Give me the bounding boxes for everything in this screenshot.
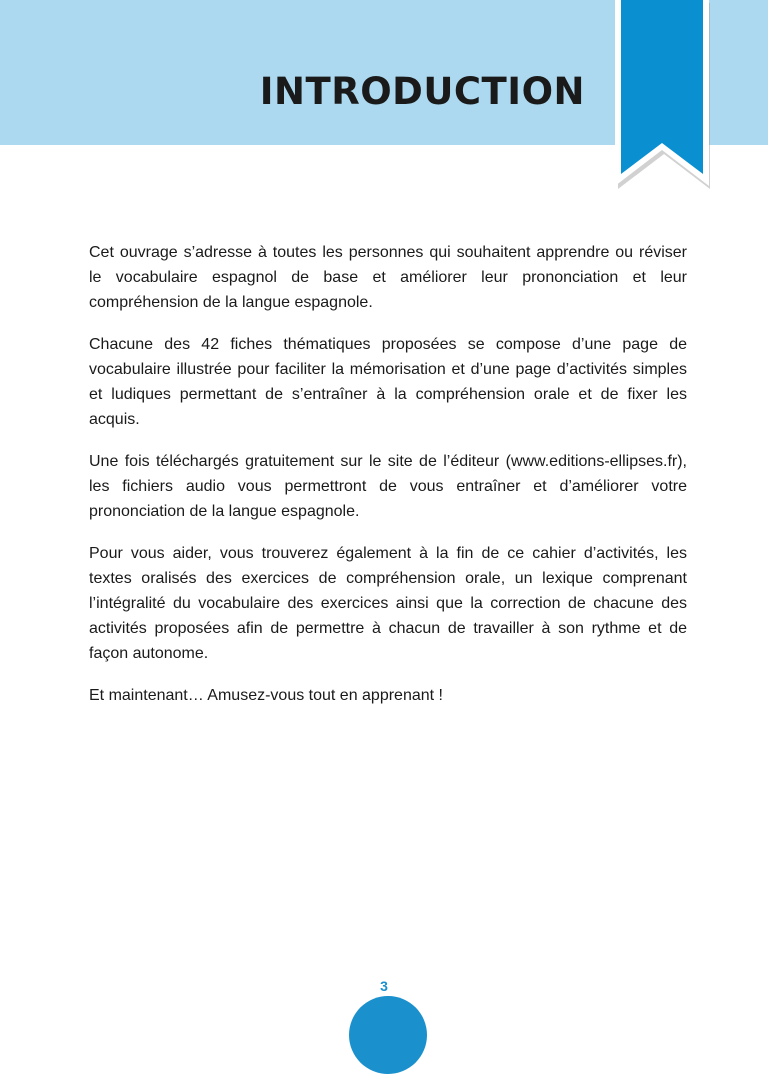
page-number: 3 xyxy=(380,978,388,994)
page-tab xyxy=(349,996,427,1074)
paragraph-structure: Chacune des 42 fiches thématiques proposées se compose d’une page de vocabulaire illustrée pour faciliter la mémorisation et d’une page d’activités simples et ludiques permettant de s’entraîner à la compréhension orale et de fixer les acquis. xyxy=(89,336,687,428)
paragraph-closing: Et maintenant… Amusez-vous tout en apprenant ! xyxy=(89,687,443,704)
page-title: INTRODUCTION xyxy=(259,70,585,113)
introduction-body xyxy=(89,240,687,725)
paragraph-audience: Cet ouvrage s’adresse à toutes les personnes qui souhaitent apprendre ou réviser le vocabulaire espagnol de base et améliorer leur prononciation et leur compréhension de la langue espagnole. xyxy=(89,244,687,311)
paragraph-audio: Une fois téléchargés gratuitement sur le site de l’éditeur (www.editions-ellipses.fr), les fichiers audio vous permettront de vous entraîner et d’améliorer votre prononciation de la langue espagnole. xyxy=(89,453,687,520)
bookmark-ribbon-icon xyxy=(612,0,712,192)
paragraph-resources: Pour vous aider, vous trouverez également à la fin de ce cahier d’activités, les textes oralisés des exercices de compréhension orale, un lexique comprenant l’intégralité du vocabulaire des exercices ainsi que la correction de chacune des activités proposées afin de permettre à chacun de travailler à son rythme et de façon autonome. xyxy=(89,545,687,662)
